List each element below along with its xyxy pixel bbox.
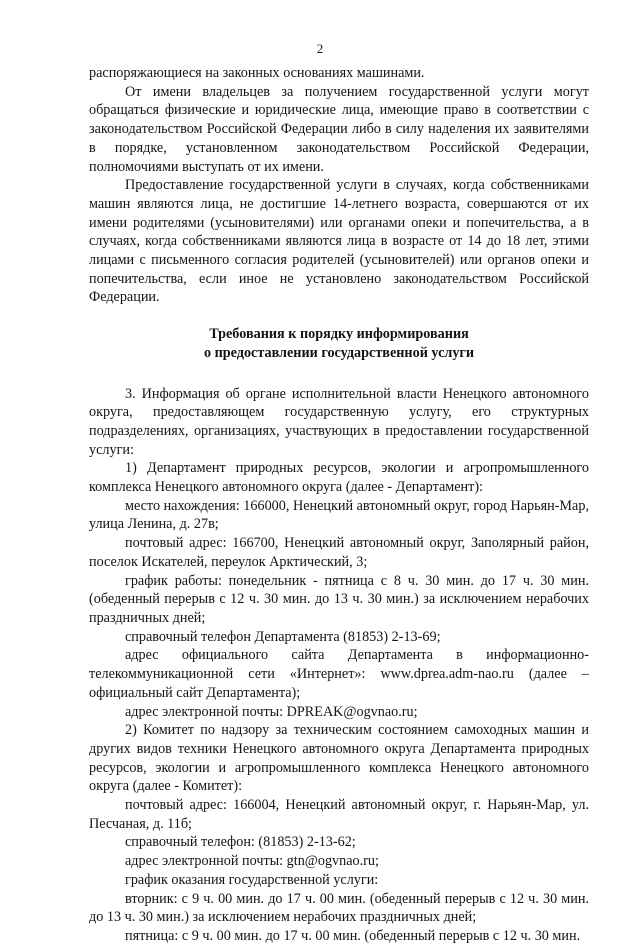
paragraph-department-schedule: график работы: понедельник - пятница с 8 ч. 30 мин. до 17 ч. 30 мин. (обеденный перерыв с 12 ч. 30 мин. до 13 ч. 30 мин.) за исключением нерабочих праздничных дней;: [89, 572, 589, 626]
section-heading: [89, 325, 589, 362]
paragraph-department-website: адрес официального сайта Департамента в информационно-телекоммуникационной сети «Интернет»: www.dprea.adm-nao.ru (далее – официальный сайт Департамента);: [89, 647, 589, 701]
paragraph-department-postal: почтовый адрес: 166700, Ненецкий автономный округ, Заполярный район, поселок Искателей, переулок Арктический, 3;: [89, 535, 589, 570]
paragraph-minors: Предоставление государственной услуги в случаях, когда собственниками машин являются лица, не достигшие 14-летнего возраста, совершаются от их имени родителями (усыновителями) или органами опеки и попечительства, а в случаях, когда собственниками являются лица в возрасте от 14 до 18 лет, этими лицами с письменного согласия родителей (усыновителей) или органов опеки и попечительства, если иное не установлено законодательством Российской Федерации.: [89, 177, 589, 306]
paragraph-committee: 2) Комитет по надзору за техническим состоянием самоходных машин и других видов техники Ненецкого автономного округа Департамента природных ресурсов, экологии и агропромышленного комплекса Ненецкого автономного округа (далее - Комитет):: [89, 722, 589, 795]
paragraph-schedule-tuesday: вторник: с 9 ч. 00 мин. до 17 ч. 00 мин. (обеденный перерыв с 12 ч. 30 мин. до 13 ч. 30 мин.) за исключением нерабочих праздничных дней;: [89, 890, 589, 926]
paragraph-department-email: адрес электронной почты: DPREAK@ogvnao.ru;: [125, 703, 418, 720]
paragraph-committee-email: адрес электронной почты: gtn@ogvnao.ru;: [125, 853, 379, 870]
section-heading-line-2: о предоставлении государственной услуги: [203, 344, 475, 361]
paragraph-applicants: От имени владельцев за получением государственной услуги могут обращаться физические и юридические лица, имеющие право в соответствии с законодательством Российской Федерации либо в силу наделения их заявителями в порядке, установленном законодательством Российской Федерации, полномочиями выступать от их имени.: [89, 83, 589, 175]
paragraph-committee-phone: справочный телефон: (81853) 2-13-62;: [125, 834, 356, 851]
paragraph-continuation: распоряжающиеся на законных основаниях машинами.: [89, 65, 425, 81]
paragraph-department: 1) Департамент природных ресурсов, экологии и агропромышленного комплекса Ненецкого автономного округа (далее - Департамент):: [89, 460, 589, 496]
paragraph-item-3: 3. Информация об органе исполнительной власти Ненецкого автономного округа, предоставляющем государственную услугу, его структурных подразделениях, организациях, участвующих в предоставлении государственной услуги:: [89, 385, 589, 458]
page-number: 2: [316, 41, 324, 56]
paragraph-department-location: место нахождения: 166000, Ненецкий автономный округ, город Нарьян-Мар, улица Ленина, д. 27в;: [89, 497, 589, 533]
paragraph-committee-postal: почтовый адрес: 166004, Ненецкий автономный округ, г. Нарьян-Мар, ул. Песчаная, д. 11б;: [89, 797, 589, 832]
paragraph-department-phone: справочный телефон Департамента (81853) 2-13-69;: [125, 628, 441, 645]
section-heading-line-1: Требования к порядку информирования: [209, 326, 469, 343]
paragraph-committee-schedule: график оказания государственной услуги:: [125, 871, 379, 888]
document-body: [89, 64, 589, 946]
paragraph-schedule-friday: пятница: с 9 ч. 00 мин. до 17 ч. 00 мин. (обеденный перерыв с 12 ч. 30 мин.: [125, 927, 581, 944]
